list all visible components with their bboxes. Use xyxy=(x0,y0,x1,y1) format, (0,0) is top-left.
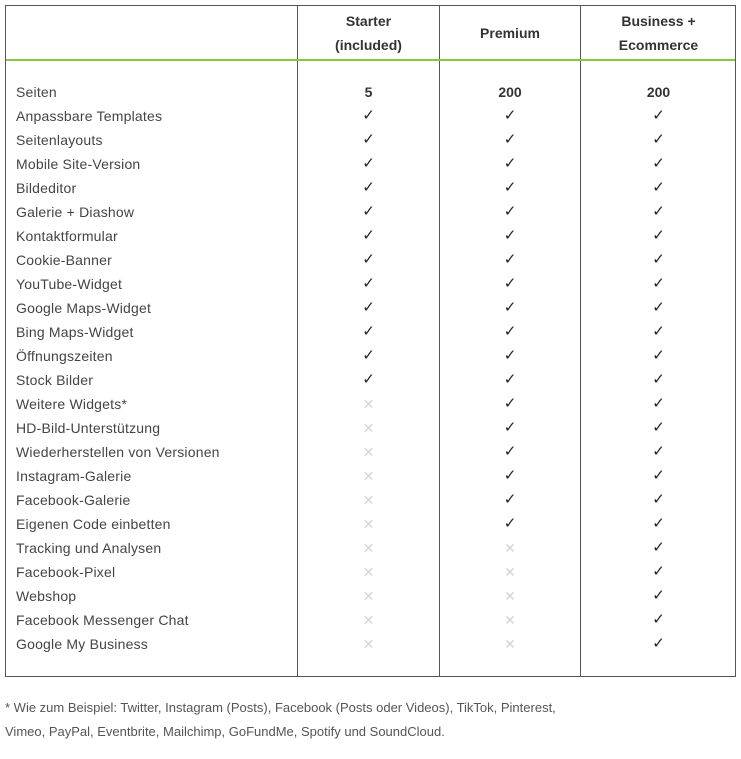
table-row xyxy=(6,584,735,608)
check-icon: ✓ xyxy=(362,275,375,292)
cross-icon: ✕ xyxy=(362,516,375,532)
feature-label: Bildeditor xyxy=(16,180,77,196)
page-count-value: 200 xyxy=(498,84,522,100)
check-icon: ✓ xyxy=(362,203,375,220)
check-icon: ✓ xyxy=(362,323,375,340)
check-icon: ✓ xyxy=(503,227,517,244)
check-icon: ✓ xyxy=(362,227,375,244)
check-icon: ✓ xyxy=(362,347,375,364)
check-icon: ✓ xyxy=(652,251,665,268)
comparison-table xyxy=(5,5,736,677)
check-icon: ✓ xyxy=(503,155,517,172)
check-icon: ✓ xyxy=(652,395,665,412)
check-icon: ✓ xyxy=(652,179,665,196)
check-icon: ✓ xyxy=(652,587,665,604)
check-icon: ✓ xyxy=(503,347,517,364)
table-row xyxy=(6,512,735,536)
cross-icon: ✕ xyxy=(362,540,375,556)
check-icon: ✓ xyxy=(503,371,517,388)
cross-icon: ✕ xyxy=(362,636,375,652)
check-icon: ✓ xyxy=(362,107,375,124)
check-icon: ✓ xyxy=(652,443,665,460)
check-icon: ✓ xyxy=(652,131,665,148)
feature-label: Wiederherstellen von Versionen xyxy=(16,444,220,460)
check-icon: ✓ xyxy=(652,563,665,580)
table-row xyxy=(6,440,735,464)
check-icon: ✓ xyxy=(503,131,517,148)
footnote-line: Vimeo, PayPal, Eventbrite, Mailchimp, GoFundMe, Spotify und SoundCloud. xyxy=(5,724,445,739)
table-row xyxy=(6,200,735,224)
table-row xyxy=(6,536,735,560)
table-row xyxy=(6,224,735,248)
feature-label: Öffnungszeiten xyxy=(16,348,113,364)
table-row xyxy=(6,464,735,488)
table-row xyxy=(6,560,735,584)
check-icon: ✓ xyxy=(652,299,665,316)
table-header xyxy=(6,6,735,59)
feature-label: Google My Business xyxy=(16,636,148,652)
cross-icon: ✕ xyxy=(362,468,375,484)
check-icon: ✓ xyxy=(652,515,665,532)
check-icon: ✓ xyxy=(652,155,665,172)
feature-label: Galerie + Diashow xyxy=(16,204,135,220)
footnote-line: * Wie zum Beispiel: Twitter, Instagram (Posts), Facebook (Posts oder Videos), TikTok, Pinterest, xyxy=(5,700,556,715)
check-icon: ✓ xyxy=(503,203,517,220)
cross-icon: ✕ xyxy=(362,444,375,460)
check-icon: ✓ xyxy=(503,323,517,340)
cross-icon: ✕ xyxy=(362,564,375,580)
column-header-line: (included) xyxy=(335,36,402,53)
cross-icon: ✕ xyxy=(504,540,516,556)
page-count-value: 200 xyxy=(646,84,671,100)
table-row xyxy=(6,320,735,344)
cross-icon: ✕ xyxy=(362,612,375,628)
feature-label: Mobile Site-Version xyxy=(16,156,141,172)
feature-label: Seiten xyxy=(16,84,57,100)
footnote xyxy=(5,696,725,744)
cross-icon: ✕ xyxy=(504,564,516,580)
table-row xyxy=(6,416,735,440)
cross-icon: ✕ xyxy=(504,636,516,652)
feature-label: Weitere Widgets* xyxy=(16,396,128,412)
table-row xyxy=(6,104,735,128)
check-icon: ✓ xyxy=(362,251,375,268)
column-header-line: Ecommerce xyxy=(618,36,699,53)
feature-label: Instagram-Galerie xyxy=(16,468,132,484)
check-icon: ✓ xyxy=(652,323,665,340)
table-row xyxy=(6,272,735,296)
check-icon: ✓ xyxy=(652,203,665,220)
feature-label: Facebook-Galerie xyxy=(16,492,131,508)
check-icon: ✓ xyxy=(503,107,517,124)
check-icon: ✓ xyxy=(503,395,517,412)
cross-icon: ✕ xyxy=(362,420,375,436)
check-icon: ✓ xyxy=(362,179,375,196)
check-icon: ✓ xyxy=(652,347,665,364)
column-header-line: Business + xyxy=(621,12,696,29)
table-row xyxy=(6,368,735,392)
check-icon: ✓ xyxy=(503,299,517,316)
header-underline xyxy=(6,59,735,61)
cross-icon: ✕ xyxy=(362,492,375,508)
column-header-line: Premium xyxy=(480,24,540,41)
table-row xyxy=(6,632,735,656)
check-icon: ✓ xyxy=(362,131,375,148)
check-icon: ✓ xyxy=(362,155,375,172)
check-icon: ✓ xyxy=(503,179,517,196)
feature-label: HD-Bild-Unterstützung xyxy=(16,420,161,436)
feature-label: Bing Maps-Widget xyxy=(16,324,134,340)
feature-label: YouTube-Widget xyxy=(16,276,123,292)
check-icon: ✓ xyxy=(503,491,517,508)
table-row xyxy=(6,152,735,176)
column-header-premium xyxy=(440,6,580,59)
check-icon: ✓ xyxy=(362,371,375,388)
feature-label: Anpassbare Templates xyxy=(16,108,163,124)
table-row xyxy=(6,248,735,272)
feature-label: Facebook Messenger Chat xyxy=(16,612,189,628)
check-icon: ✓ xyxy=(503,251,517,268)
feature-label: Facebook-Pixel xyxy=(16,564,116,580)
check-icon: ✓ xyxy=(503,515,517,532)
check-icon: ✓ xyxy=(652,227,665,244)
table-row xyxy=(6,488,735,512)
check-icon: ✓ xyxy=(652,467,665,484)
table-row xyxy=(6,296,735,320)
check-icon: ✓ xyxy=(652,107,665,124)
feature-label: Eigenen Code einbetten xyxy=(16,516,171,532)
check-icon: ✓ xyxy=(503,467,517,484)
cross-icon: ✕ xyxy=(504,612,516,628)
check-icon: ✓ xyxy=(503,419,517,436)
table-row xyxy=(6,128,735,152)
feature-label: Cookie-Banner xyxy=(16,252,112,268)
table-row xyxy=(6,176,735,200)
feature-label: Tracking und Analysen xyxy=(16,540,162,556)
check-icon: ✓ xyxy=(503,443,517,460)
page-count-value: 5 xyxy=(364,84,373,100)
column-header-business xyxy=(581,6,736,59)
check-icon: ✓ xyxy=(362,299,375,316)
feature-label: Webshop xyxy=(16,588,77,604)
check-icon: ✓ xyxy=(503,275,517,292)
feature-label: Kontaktformular xyxy=(16,228,118,244)
cross-icon: ✕ xyxy=(504,588,516,604)
check-icon: ✓ xyxy=(652,611,665,628)
check-icon: ✓ xyxy=(652,419,665,436)
check-icon: ✓ xyxy=(652,491,665,508)
table-row xyxy=(6,608,735,632)
check-icon: ✓ xyxy=(652,635,665,652)
feature-label: Google Maps-Widget xyxy=(16,300,152,316)
column-header-starter xyxy=(298,6,439,59)
check-icon: ✓ xyxy=(652,371,665,388)
column-header-line: Starter xyxy=(345,12,392,29)
table-row xyxy=(6,392,735,416)
table-row xyxy=(6,80,735,104)
feature-label: Seitenlayouts xyxy=(16,132,103,148)
cross-icon: ✕ xyxy=(362,588,375,604)
feature-label: Stock Bilder xyxy=(16,372,94,388)
cross-icon: ✕ xyxy=(362,396,375,412)
check-icon: ✓ xyxy=(652,539,665,556)
table-row xyxy=(6,344,735,368)
check-icon: ✓ xyxy=(652,275,665,292)
